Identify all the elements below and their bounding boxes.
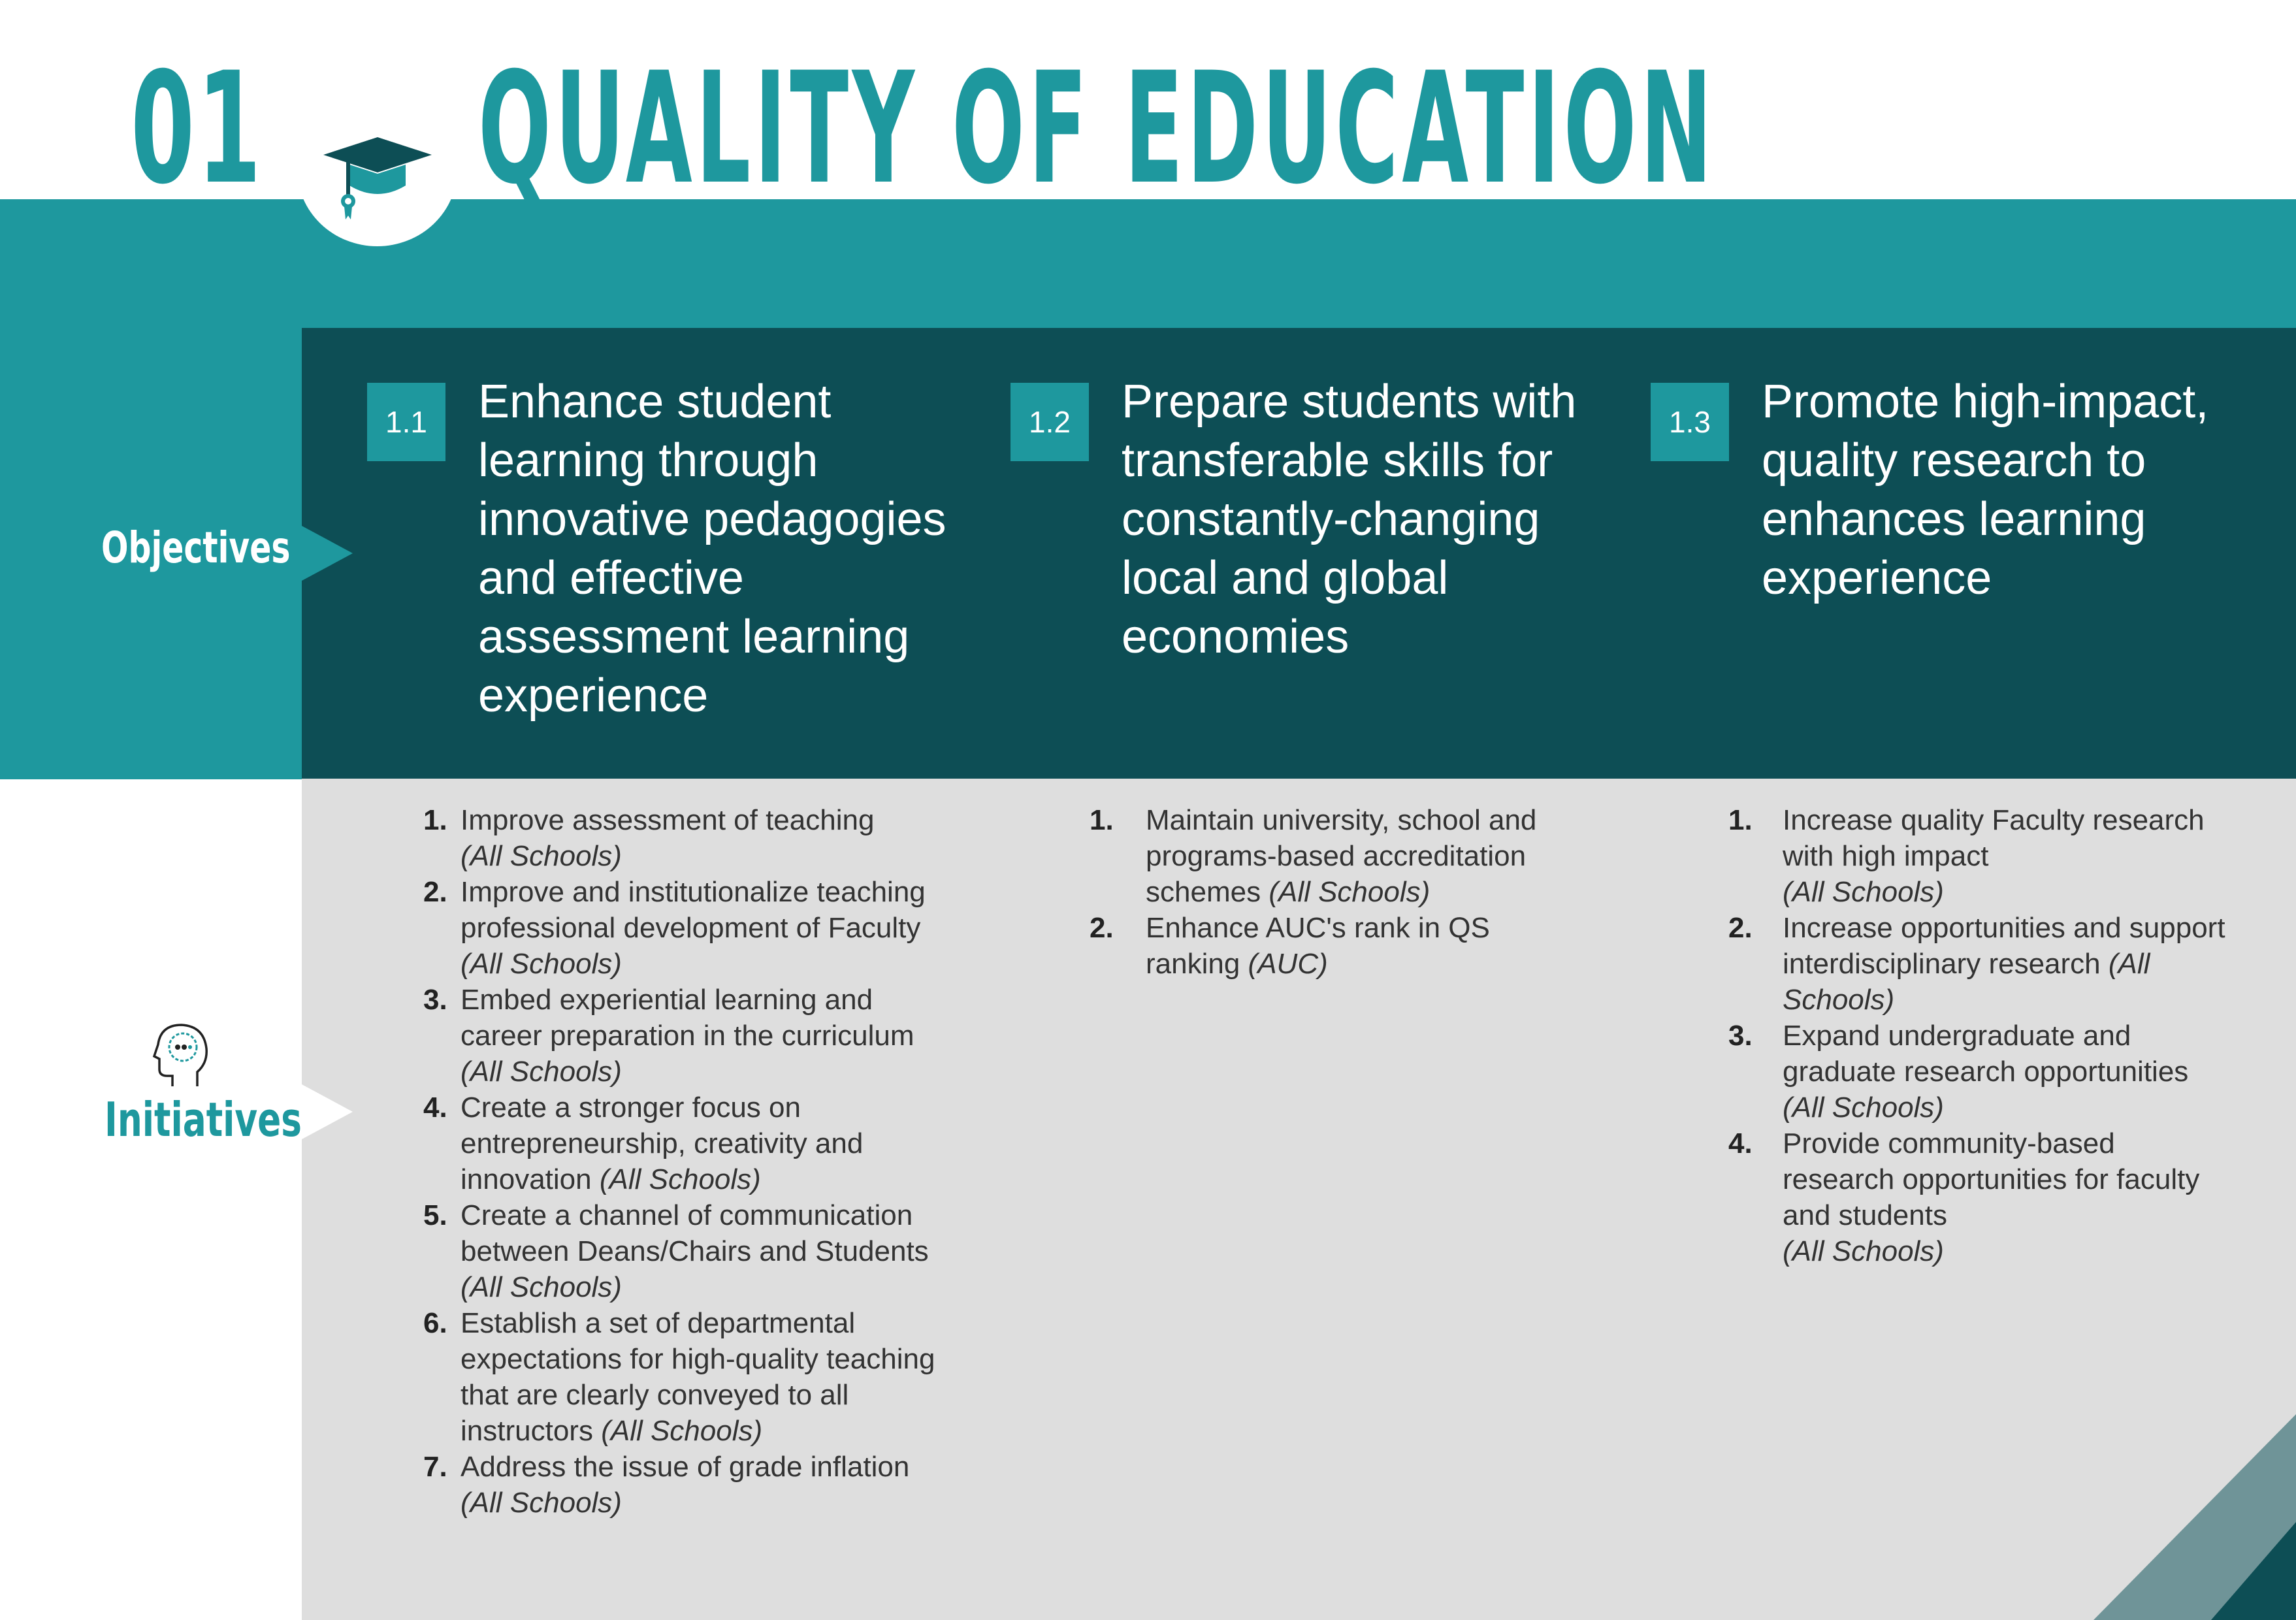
- item-number: 2.: [1090, 912, 1114, 944]
- list-item: [1728, 1018, 2227, 1126]
- item-scope: (All Schools): [601, 1415, 763, 1447]
- item-scope: (All Schools): [1783, 948, 2150, 1016]
- objective-number-2: 1.2: [1011, 383, 1089, 461]
- list-item: [423, 1197, 957, 1305]
- item-number: 1.: [1728, 804, 1753, 836]
- item-scope: (All Schools): [1269, 876, 1431, 908]
- list-item: [423, 874, 957, 982]
- list-item: [1728, 802, 2227, 910]
- item-text: Establish a set of departmental expectations for high-quality teaching that are clearly conveyed to all instructors: [461, 1307, 935, 1447]
- item-number: 3.: [1728, 1020, 1753, 1052]
- section-number: 01: [131, 40, 264, 218]
- item-scope: (All Schools): [461, 1056, 622, 1088]
- objectives-arrow: [302, 526, 353, 581]
- item-scope: (All Schools): [461, 1487, 622, 1519]
- item-scope: (All Schools): [461, 948, 622, 980]
- objectives-label: Objectives: [101, 523, 291, 573]
- item-text: Expand undergraduate and graduate research opportunities: [1783, 1020, 2189, 1088]
- item-text: Create a stronger focus on entrepreneurship, creativity and innovation: [461, 1092, 864, 1195]
- item-number: 4.: [1728, 1127, 1753, 1159]
- item-text: Provide community-based research opportunities for faculty and students: [1783, 1127, 2200, 1231]
- item-text: Increase quality Faculty research with high impact: [1783, 804, 2205, 872]
- list-item: [423, 802, 957, 874]
- initiatives-arrow: [302, 1084, 353, 1139]
- item-number: 3.: [423, 984, 447, 1016]
- item-text: Improve assessment of teaching: [461, 804, 875, 836]
- item-scope: (All Schools): [461, 840, 622, 872]
- item-number: 7.: [423, 1451, 447, 1483]
- item-number: 6.: [423, 1307, 447, 1339]
- item-number: 1.: [423, 804, 447, 836]
- item-scope: (All Schools): [1783, 1092, 1944, 1124]
- list-item: [1090, 802, 1590, 910]
- objective-text-3: Promote high-impact, quality research to enhances learning experience: [1762, 376, 2209, 604]
- objective-number-3: 1.3: [1651, 383, 1729, 461]
- list-item: [423, 982, 957, 1090]
- list-item: [423, 1305, 957, 1449]
- initiatives-label: Initiatives: [105, 1092, 302, 1147]
- list-item: [1728, 1126, 2227, 1269]
- item-number: 5.: [423, 1199, 447, 1231]
- item-number: 2.: [1728, 912, 1753, 944]
- item-scope: (All Schools): [599, 1163, 761, 1195]
- corner-decoration-dark: [2211, 1522, 2296, 1620]
- item-number: 2.: [423, 876, 447, 908]
- graduation-cap-badge: [297, 93, 457, 246]
- item-text: Enhance AUC's rank in QS ranking: [1146, 912, 1490, 980]
- item-number: 4.: [423, 1092, 447, 1124]
- item-text: Address the issue of grade inflation: [461, 1451, 910, 1483]
- item-scope: (All Schools): [461, 1271, 622, 1303]
- item-text: Create a channel of communication between Deans/Chairs and Students: [461, 1199, 929, 1267]
- list-item: [1090, 910, 1590, 982]
- item-text: Maintain university, school and programs-based accreditation schemes: [1146, 804, 1537, 908]
- initiatives-list-2: [1090, 802, 1590, 982]
- list-item: [423, 1449, 957, 1521]
- item-scope: (AUC): [1248, 948, 1328, 980]
- page-title: QUALITY OF EDUCATION: [478, 40, 1716, 218]
- item-scope: (All Schools): [1783, 1235, 1944, 1267]
- initiatives-list-3: [1728, 802, 2227, 1269]
- list-item: [1728, 910, 2227, 1018]
- item-text: Embed experiential learning and career preparation in the curriculum: [461, 984, 914, 1052]
- objective-text-1: Enhance student learning through innovative pedagogies and effective assessment learning experience: [478, 376, 946, 722]
- head-brain-icon: [152, 1022, 210, 1091]
- objective-number-1: 1.1: [367, 383, 445, 461]
- list-item: [423, 1090, 957, 1197]
- objective-text-2: Prepare students with transferable skills for constantly-changing local and global economies: [1122, 376, 1577, 663]
- item-scope: (All Schools): [1783, 876, 1944, 908]
- item-text: Increase opportunities and support interdisciplinary research: [1783, 912, 2225, 980]
- graduation-cap-icon: [322, 132, 433, 223]
- item-number: 1.: [1090, 804, 1114, 836]
- initiatives-list-1: [423, 802, 957, 1521]
- item-text: Improve and institutionalize teaching professional development of Faculty: [461, 876, 926, 944]
